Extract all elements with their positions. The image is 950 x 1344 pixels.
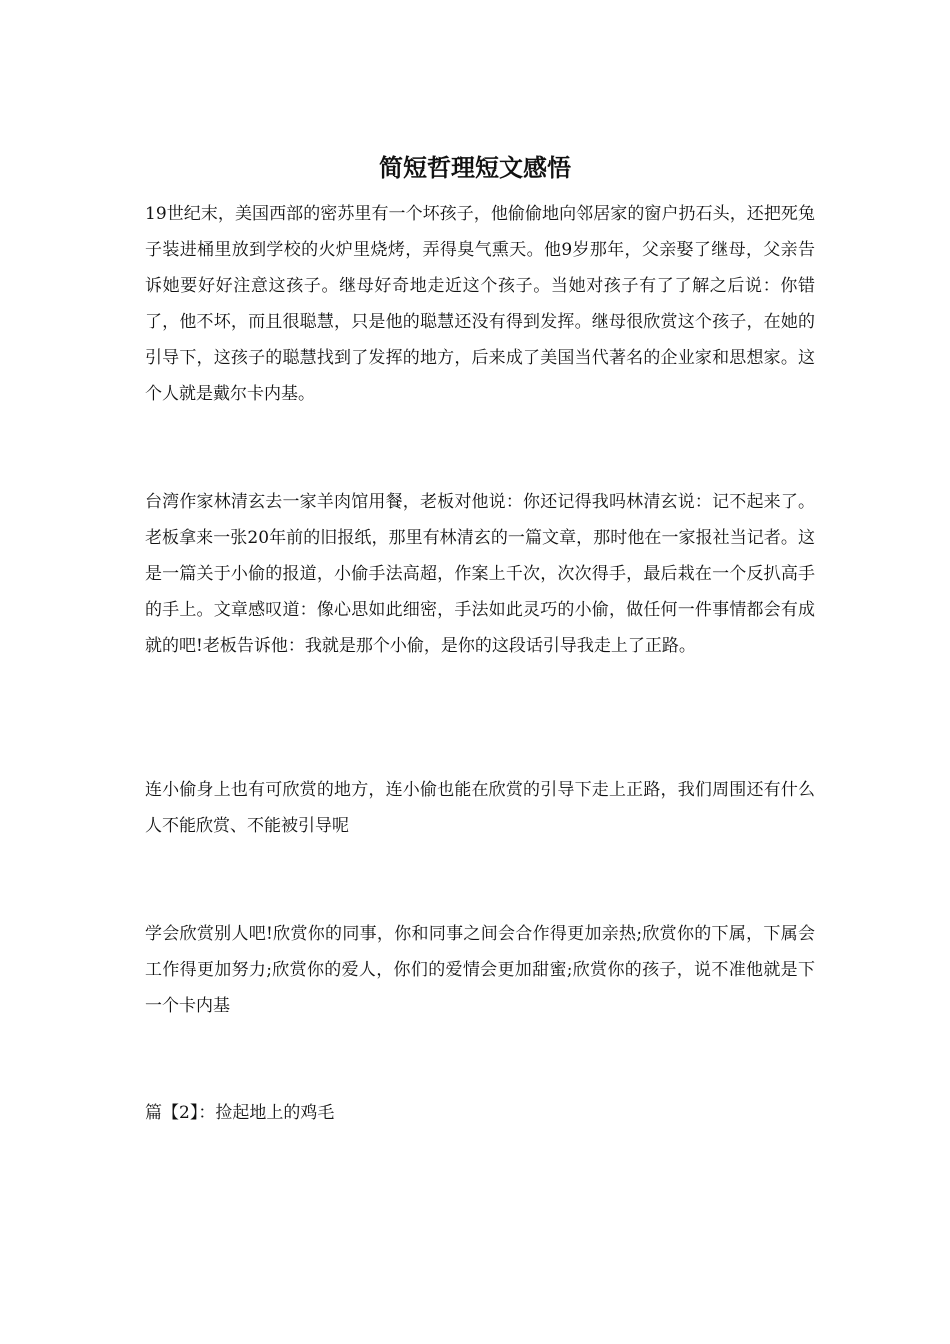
section-heading-part-2: 篇【2】：捡起地上的鸡毛 — [145, 1103, 335, 1123]
document-title: 简短哲理短文感悟 — [379, 153, 571, 182]
paragraph-lin-qingxuan-story: 台湾作家林清玄去一家羊肉馆用餐，老板对他说：你还记得我吗林清玄说：记不起来了。老板拿来一张20年前的旧报纸，那里有林清玄的一篇文章，那时他在一家报社当记者。这是一篇关于小偷的报道，小偷手法高超，作案上千次，次次得手，最后栽在一个反扒高手的手上。文章感叹道：像心思如此细密，手法如此灵巧的小偷，做任何一件事情都会有成就的吧!老板告诉他：我就是那个小偷，是你的这段话引导我走上了正路。 — [145, 492, 815, 656]
paragraph-appreciate-others: 学会欣赏别人吧!欣赏你的同事，你和同事之间会合作得更加亲热;欣赏你的下属，下属会工作得更加努力;欣赏你的爱人，你们的爱情会更加甜蜜;欣赏你的孩子，说不准他就是下一个卡内基 — [145, 924, 815, 1016]
paragraph-reflection: 连小偷身上也有可欣赏的地方，连小偷也能在欣赏的引导下走上正路，我们周围还有什么人不能欣赏、不能被引导呢 — [145, 780, 815, 836]
paragraph-carnegie-story: 19世纪末，美国西部的密苏里有一个坏孩子，他偷偷地向邻居家的窗户扔石头，还把死兔子装进桶里放到学校的火炉里烧烤，弄得臭气熏天。他9岁那年，父亲娶了继母，父亲告诉她要好好注意这孩子。继母好奇地走近这个孩子。当她对孩子有了了解之后说：你错了，他不坏，而且很聪慧，只是他的聪慧还没有得到发挥。继母很欣赏这个孩子，在她的引导下，这孩子的聪慧找到了发挥的地方，后来成了美国当代著名的企业家和思想家。这个人就是戴尔卡内基。 — [145, 204, 815, 404]
